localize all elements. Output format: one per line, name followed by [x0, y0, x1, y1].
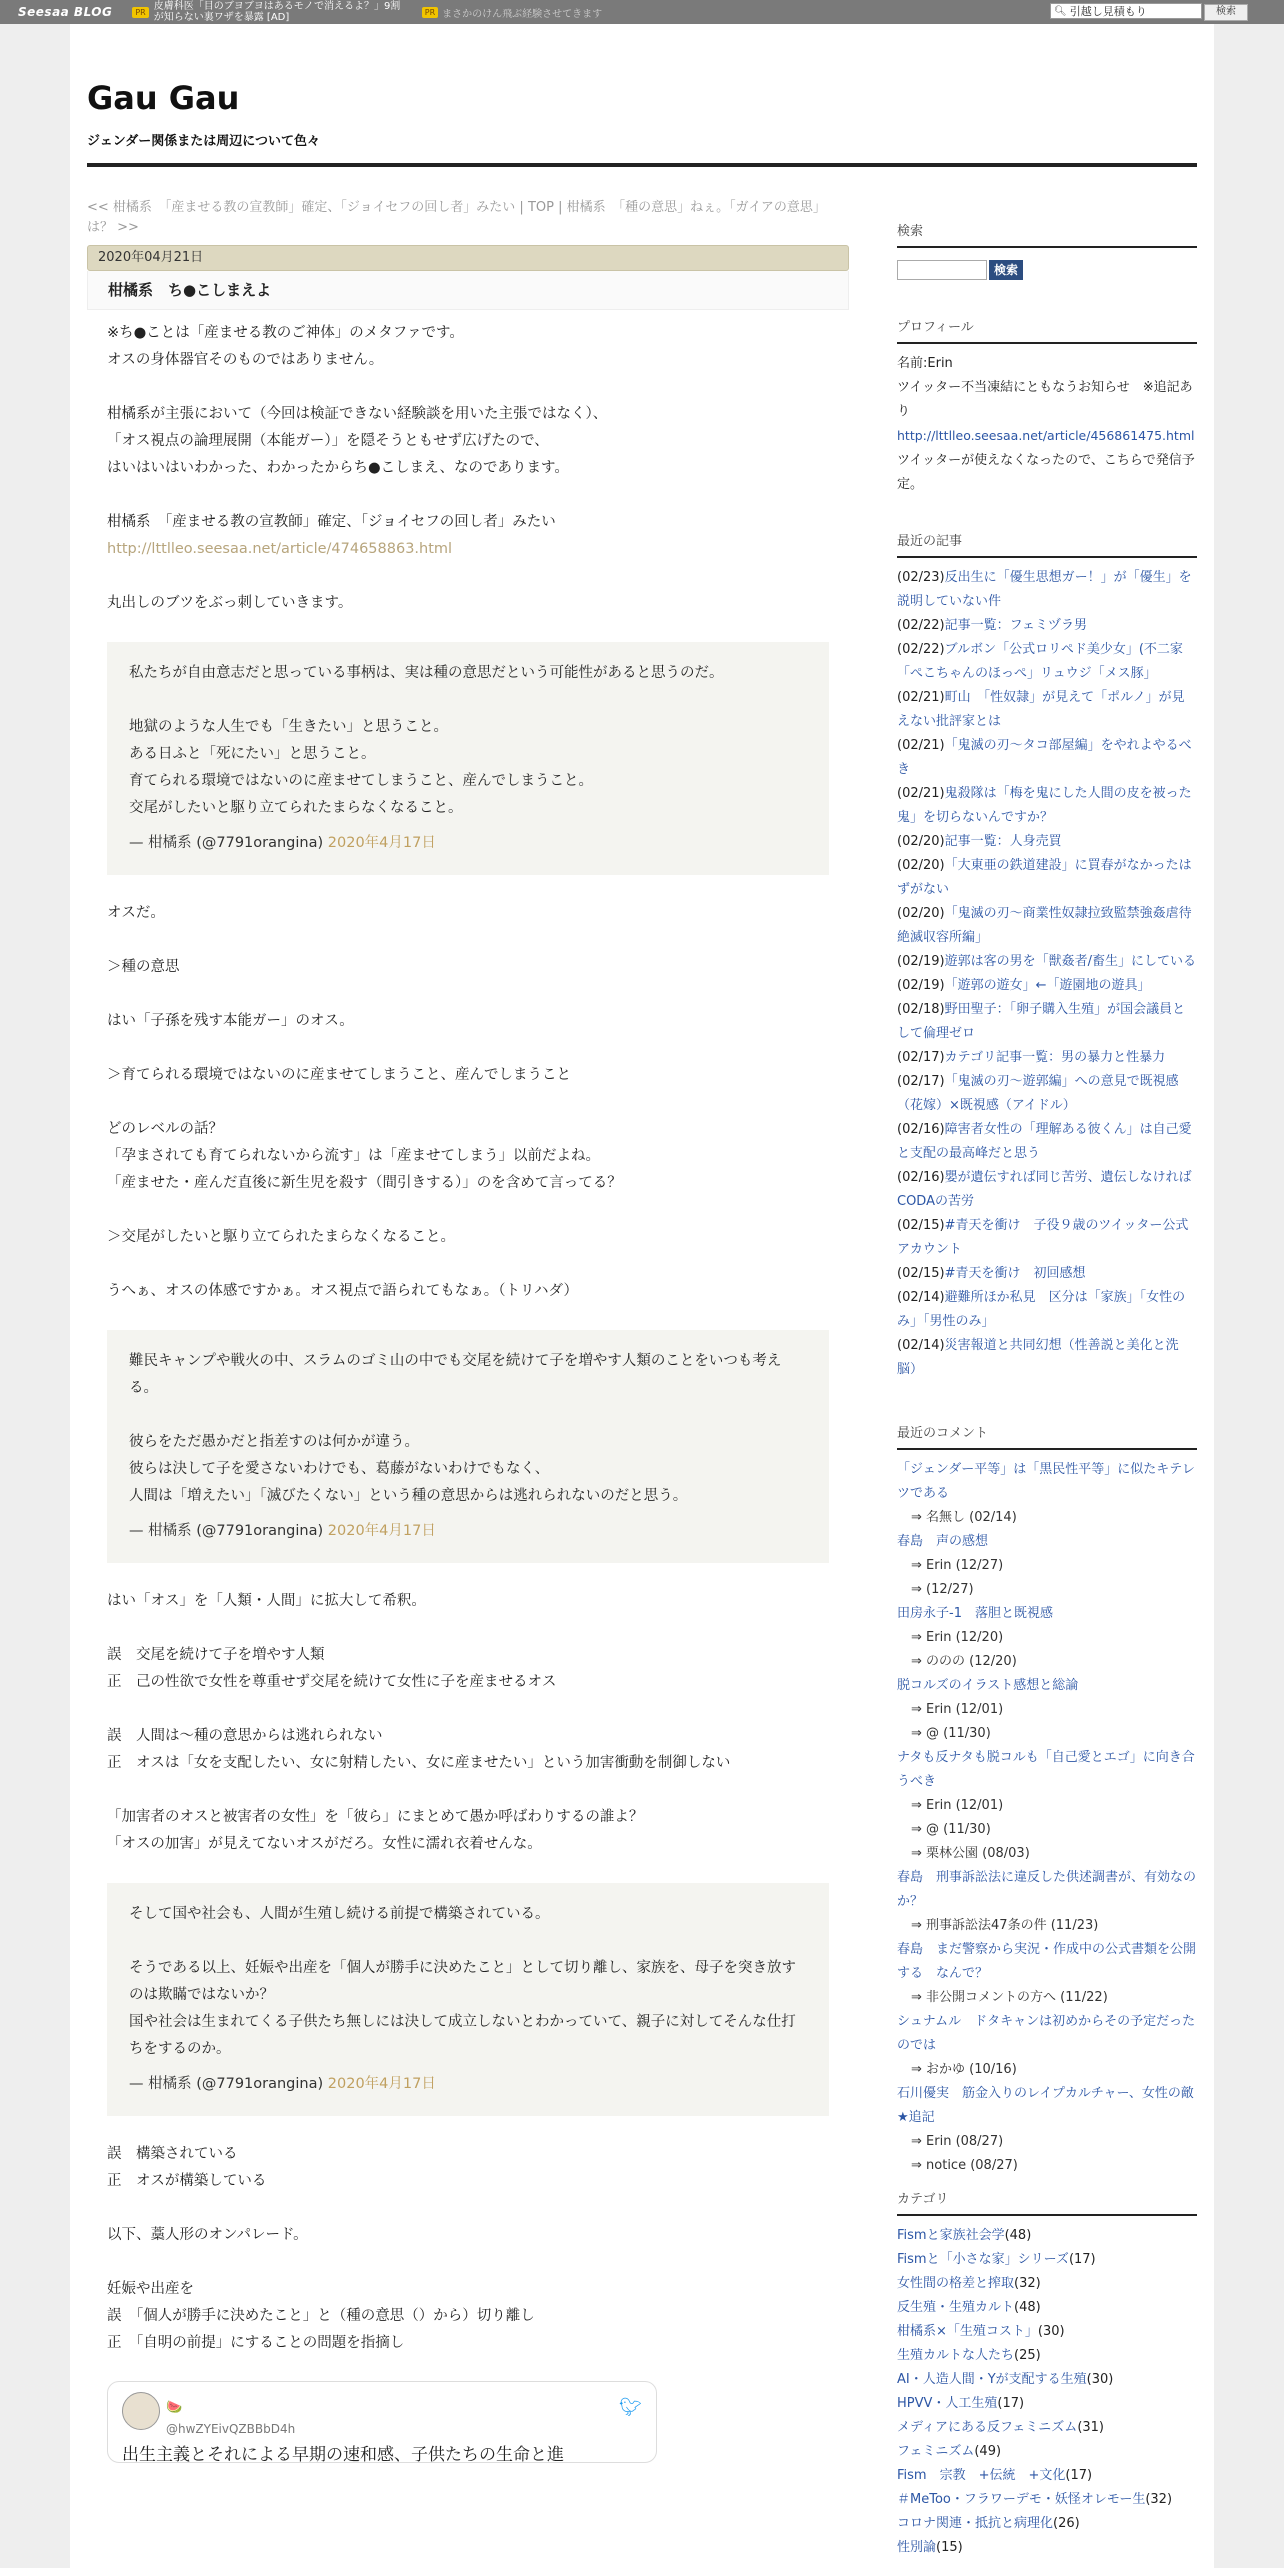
recent-article-date: (02/16)	[897, 1122, 945, 1137]
para: ＞種の意思	[107, 959, 180, 975]
recent-article-link[interactable]: 嬰が遺伝すれば同じ苦労、遺伝しなければCODAの苦労	[897, 1170, 1192, 1209]
comment-article-link[interactable]: 「ジェンダー平等」は「黒民性平等」に似たキテレツである	[897, 1462, 1195, 1501]
category-count: (31)	[1077, 2420, 1104, 2435]
sidebar-heading: プロフィール	[897, 316, 1197, 344]
comment-article-link[interactable]: 春島 まだ警察から実況・作成中の公式書類を公開する なんで？	[897, 1942, 1197, 1981]
post-date: 2020年04月21日	[87, 245, 849, 271]
recent-article-link[interactable]: 鬼殺隊は「梅を鬼にした人間の皮を被った鬼」を切らないんですか？	[897, 786, 1192, 825]
para: ＞育てられる環境ではないのに産ませてしまうこと、産んでしまうこと	[107, 1067, 571, 1083]
category-count: (17)	[1068, 2252, 1096, 2267]
quote-date-link[interactable]: 2020年4月17日	[327, 2076, 436, 2092]
para: 「孕まされても育てられないから流す」は「産ませてしまう」以前だよね。	[107, 1148, 600, 1164]
category-count: (15)	[936, 2540, 963, 2555]
seesaa-logo[interactable]: Seesaa BLOG	[18, 5, 113, 19]
post-body	[87, 310, 849, 2463]
recent-article-item	[897, 566, 1197, 614]
category-count: (30)	[1037, 2324, 1065, 2339]
comment-entry[interactable]: ⇒ ののの (12/20)	[911, 1654, 1017, 1669]
embedded-tweet[interactable]	[107, 2381, 657, 2463]
para: 正 オスが構築している	[107, 2173, 267, 2189]
recent-article-date: (02/20)	[897, 834, 945, 849]
comment-entry[interactable]: ⇒ Erin (12/20)	[911, 1630, 1004, 1645]
recent-article-item	[897, 854, 1197, 902]
profile-name: 名前:Erin	[897, 356, 953, 371]
sidebar-profile	[897, 316, 1197, 497]
quote-line: 国や社会は生まれてくる子供たち無しには決して成立しないとわかっていて、親子に対してそんな仕打ちをするのか。	[129, 2014, 796, 2057]
comment-article-item	[897, 1458, 1197, 1506]
search-icon: 🔍︎	[1054, 5, 1067, 17]
category-item	[897, 2392, 1197, 2416]
recent-article-item	[897, 830, 1197, 854]
quote-line: 難民キャンプや戦火の中、スラムのゴミ山の中でも交尾を続けて子を増やす人類のことをいつも考える。	[129, 1353, 782, 1396]
comment-entry[interactable]: ⇒ Erin (12/27)	[911, 1558, 1004, 1573]
quote-line: 彼らをただ愚かだと指差すのは何かが違う。	[129, 1434, 419, 1450]
category-link[interactable]: コロナ関連・抵抗と病理化	[897, 2516, 1054, 2531]
recent-article-date: (02/19)	[897, 978, 945, 993]
recent-article-item	[897, 902, 1197, 950]
para: 正 「自明の前提」にすることの問題を指摘し	[107, 2335, 405, 2351]
sidebar-search	[897, 220, 1197, 282]
recent-article-link[interactable]: 「鬼滅の刃～商業性奴隷拉致監禁強姦虐待絶滅収容所編」	[897, 906, 1192, 945]
comment-article-link[interactable]: シュナムル ドタキャンは初めからその予定だったのでは	[897, 2014, 1196, 2053]
sidebar-recent-comments	[897, 1422, 1207, 2178]
recent-article-item	[897, 998, 1197, 1046]
para: 柑橘系が主張において（今回は検証できない経験談を用いた主張ではなく）、	[107, 406, 608, 422]
comment-article-item	[897, 1674, 1197, 1698]
ad-link[interactable]: 皮膚科医「目のブヨブヨはあるモノで消えるよ？」9割が知らない裏ワザを暴露 [AD]	[153, 1, 401, 23]
quote-author: — 柑橘系 (@7791orangina)	[129, 1523, 328, 1539]
recent-article-link[interactable]: 野田聖子：「卵子購入生殖」が国会議員として倫理ゼロ	[897, 1002, 1186, 1041]
para: はい「オス」を「人類・人間」に拡大して希釈。	[107, 1593, 426, 1609]
comment-entry[interactable]: ⇒ notice (08/27)	[911, 2158, 1018, 2173]
recent-article-date: (02/17)	[897, 1074, 945, 1089]
category-item	[897, 2320, 1197, 2344]
top-search-value: 引越し見積もり	[1069, 5, 1147, 18]
comment-article-item	[897, 2010, 1197, 2058]
recent-article-item	[897, 1262, 1197, 1286]
profile-link[interactable]: http://lttlleo.seesaa.net/article/456861475.html	[897, 428, 1195, 443]
recent-article-date: (02/18)	[897, 1002, 945, 1017]
sidebar-heading: 最近のコメント	[897, 1422, 1197, 1450]
comment-article-link[interactable]: 田房永子-1 落胆と既視感	[897, 1606, 1053, 1621]
ad2-text: まさかのけん飛ぶ経験させてきます	[442, 8, 603, 20]
para: うへぁ、オスの体感ですかぁ。オス視点で語られてもなぁ。（トリハダ）	[107, 1283, 578, 1299]
comment-article-link[interactable]: 春島 声の感想	[897, 1534, 989, 1549]
recent-article-item	[897, 950, 1197, 974]
recent-article-date: (02/21)	[897, 690, 945, 705]
recent-article-date: (02/19)	[897, 954, 945, 969]
para: 丸出しのブツをぶっ刺していきます。	[107, 595, 353, 611]
recent-article-date: (02/14)	[897, 1338, 945, 1353]
recent-article-link[interactable]: 「鬼滅の刃～遊郭編」への意見で既視感（花嫁）×既視感（アイドル）	[897, 1074, 1179, 1113]
category-count: (30)	[1086, 2372, 1114, 2387]
category-item	[897, 2296, 1197, 2320]
category-count: (17)	[1065, 2468, 1093, 2483]
category-item	[897, 2248, 1197, 2272]
comment-article-link[interactable]: 石川優実 筋金入りのレイプカルチャー、女性の敵 ★追記	[897, 2086, 1207, 2125]
quote-line: 人間は「増えたい」「滅びたくない」という種の意思からは逃れられないのだと思う。	[129, 1488, 688, 1504]
recent-article-date: (02/21)	[897, 786, 945, 801]
recent-article-link[interactable]: 災害報道と共同幻想（性善説と美化と洗脳）	[897, 1338, 1179, 1377]
avatar[interactable]	[122, 2392, 160, 2430]
profile-text: ツイッターが使えなくなったので、こちらで発信予定。	[897, 453, 1195, 492]
para: 柑橘系 「産ませる教の宣教師」確定、「ジョイセフの回し者」みたい	[107, 514, 556, 530]
para: ※ち●ことは「産ませる教のご神体」のメタファです。	[107, 325, 464, 341]
recent-article-link[interactable]: 障害者女性の「理解ある彼くん」は自己愛と支配の最高峰だと思う	[897, 1122, 1192, 1161]
category-item	[897, 2224, 1197, 2248]
recent-article-date: (02/22)	[897, 642, 945, 657]
top-link[interactable]: TOP	[527, 200, 554, 215]
quote-line: 私たちが自由意志だと思っている事柄は、実は種の意思だという可能性があると思うのだ。	[129, 665, 724, 681]
quote-line: そうである以上、妊娠や出産を「個人が勝手に決めたこと」として切り離し、家族を、母子を突き放すのは欺瞞ではないか？	[129, 1960, 796, 2003]
recent-article-item	[897, 974, 1197, 998]
sidebar-heading: 検索	[897, 220, 1197, 248]
ad-badge: PR	[132, 7, 148, 18]
comment-entry[interactable]: ⇒ Erin (08/27)	[911, 2134, 1004, 2149]
sidebar-heading: カテゴリ	[897, 2188, 1197, 2216]
profile-text: ツイッター不当凍結にともなうお知らせ ※追記あり	[897, 380, 1193, 419]
quote-line: 彼らは決して子を愛さないわけでも、葛藤がないわけでもなく、	[129, 1461, 550, 1477]
recent-article-date: (02/15)	[897, 1266, 945, 1281]
comment-entry[interactable]: ⇒ @ (11/30)	[911, 1726, 991, 1741]
comment-entry[interactable]: ⇒ (12/27)	[911, 1582, 974, 1597]
site-title[interactable]: Gau Gau	[87, 79, 240, 117]
comment-entry[interactable]: ⇒ Erin (12/01)	[911, 1798, 1004, 1813]
crumb-sep: |	[553, 200, 567, 215]
para: 以下、藁人形のオンパレード。	[107, 2227, 308, 2243]
quote-date-link[interactable]: 2020年4月17日	[327, 835, 436, 851]
comment-entry[interactable]: ⇒ 栗林公園 (08/03)	[911, 1846, 1030, 1861]
category-item	[897, 2488, 1197, 2512]
recent-article-item	[897, 686, 1197, 734]
category-count: (32)	[1014, 2276, 1041, 2291]
sidebar-categories	[897, 2188, 1197, 2560]
quote-line: 育てられる環境ではないのに産ませてしまうこと、産んでしまうこと。	[129, 773, 593, 789]
sidebar-search-input[interactable]	[897, 260, 987, 280]
para: 誤 交尾を続けて子を増やす人類	[107, 1647, 325, 1663]
para: どのレベルの話？	[107, 1121, 223, 1137]
recent-article-date: (02/16)	[897, 1170, 945, 1185]
para: 誤 構築されている	[107, 2146, 238, 2162]
breadcrumb	[87, 198, 849, 238]
page	[70, 24, 1214, 2568]
tweet-quote	[107, 1330, 829, 1563]
recent-article-link[interactable]: 「大東亜の鉄道建設」に買春がなかったはずがない	[897, 858, 1192, 897]
para: オスだ。	[107, 905, 165, 921]
category-link[interactable]: HPVV・人工生殖	[897, 2396, 998, 2411]
category-item	[897, 2464, 1197, 2488]
recent-article-date: (02/20)	[897, 906, 945, 921]
category-link[interactable]: 女性間の格差と搾取	[897, 2276, 1015, 2291]
comment-entry[interactable]: ⇒ @ (11/30)	[911, 1822, 991, 1837]
category-item	[897, 2512, 1197, 2536]
top-bar	[0, 0, 1284, 24]
category-item	[897, 2272, 1197, 2296]
recent-article-link[interactable]: 記事一覧：人身売買	[944, 834, 1062, 849]
recent-article-item	[897, 1214, 1197, 1262]
recent-article-link[interactable]: 記事一覧：フェミヅラ男	[944, 618, 1087, 633]
quote-date-link[interactable]: 2020年4月17日	[327, 1523, 436, 1539]
recent-article-item	[897, 638, 1197, 686]
sidebar-recent-articles	[897, 530, 1197, 1382]
recent-article-link[interactable]: 「遊郭の遊女」←「遊園地の遊具」	[944, 978, 1151, 993]
recent-article-link[interactable]: ブルボン「公式ロリペド美少女」(不二家「ぺこちゃんのほっぺ」リュウジ「メス豚」	[897, 642, 1183, 681]
comment-article-item	[897, 1530, 1197, 1554]
category-link[interactable]: 生殖カルトな人たち	[897, 2348, 1015, 2363]
quote-line: 地獄のような人生でも「生きたい」と思うこと。	[129, 719, 448, 735]
recent-article-link[interactable]: #青天を衝け 子役９歳のツイッター公式アカウント	[897, 1218, 1189, 1257]
crumb-sep: |	[515, 200, 528, 215]
para: 妊娠や出産を	[107, 2281, 194, 2297]
recent-article-date: (02/17)	[897, 1050, 945, 1065]
category-link[interactable]: ＃MeToo・フラワーデモ・妖怪オレモー生	[897, 2492, 1146, 2507]
para: はい「子孫を残す本能ガー」のオス。	[107, 1013, 354, 1029]
tweet-user-emoji: 🍉	[166, 2400, 183, 2415]
recent-article-date: (02/20)	[897, 858, 945, 873]
category-count: (48)	[1004, 2228, 1032, 2243]
tweet-quote	[107, 642, 829, 875]
comment-entry[interactable]: ⇒ 名無し (02/14)	[911, 1510, 1017, 1525]
quote-author: — 柑橘系 (@7791orangina)	[129, 2076, 328, 2092]
category-link[interactable]: メディアにある反フェミニズム	[897, 2420, 1078, 2435]
recent-article-date: (02/23)	[897, 570, 945, 585]
prev-article-link[interactable]: << 柑橘系 「産ませる教の宣教師」確定、「ジョイセフの回し者」みたい	[87, 200, 516, 215]
category-link[interactable]: AI・人造人間・Yが支配する生殖	[897, 2372, 1087, 2387]
para: 誤 「個人が勝手に決めたこと」と（種の意思（）から）切り離し	[107, 2308, 535, 2324]
comment-article-item	[897, 1866, 1197, 1914]
tweet-quote	[107, 1883, 829, 2116]
category-count: (26)	[1053, 2516, 1080, 2531]
category-link[interactable]: フェミニズム	[897, 2444, 975, 2459]
recent-article-item	[897, 734, 1197, 782]
para: 正 己の性欲で女性を尊重せず交尾を続けて女性に子を産ませるオス	[107, 1674, 557, 1690]
category-count: (48)	[1014, 2300, 1041, 2315]
comment-article-link[interactable]: 脱コルズのイラスト感想と総論	[897, 1678, 1079, 1693]
category-item	[897, 2368, 1197, 2392]
article	[87, 245, 849, 2463]
category-count: (32)	[1145, 2492, 1173, 2507]
category-count: (25)	[1014, 2348, 1041, 2363]
category-count: (49)	[974, 2444, 1002, 2459]
quote-line: そして国や社会も、人間が生殖し続ける前提で構築されている。	[129, 1906, 550, 1922]
post-title[interactable]: 柑橘系 ち●こしまえよ	[87, 271, 849, 310]
recent-article-link[interactable]: カテゴリ記事一覧：男の暴力と性暴力	[944, 1050, 1166, 1065]
tweet-handle[interactable]: @hwZYEivQZBBbD4h	[166, 2422, 296, 2436]
para: 正 オスは「女を支配したい、女に射精したい、女に産ませたい」という加害衝動を制御しない	[107, 1755, 731, 1771]
recent-article-item	[897, 1286, 1197, 1334]
article-url-link[interactable]: http://lttlleo.seesaa.net/article/474658863.html	[107, 541, 453, 557]
category-link[interactable]: Fismと家族社会学	[897, 2228, 1005, 2243]
recent-article-date: (02/22)	[897, 618, 945, 633]
category-item	[897, 2440, 1197, 2464]
category-link[interactable]: 柑橘系×「生殖コスト」	[897, 2324, 1038, 2339]
comment-entry[interactable]: ⇒ 非公開コメントの方へ (11/22)	[911, 1990, 1108, 2005]
recent-article-item	[897, 1334, 1197, 1382]
category-link[interactable]: Fism 宗教 +伝統 +文化	[897, 2468, 1066, 2483]
quote-line: ある日ふと「死にたい」と思うこと。	[129, 746, 376, 762]
recent-article-item	[897, 1118, 1197, 1166]
recent-article-item	[897, 1046, 1197, 1070]
category-link[interactable]: 性別論	[897, 2540, 937, 2555]
next-article-link[interactable]: 柑橘系 「種の意思」ねぇ。「ガイアの意思」は？ >>	[87, 200, 826, 235]
recent-article-link[interactable]: 「鬼滅の刃～タコ部屋編」をやれよやるべき	[897, 738, 1192, 777]
category-item	[897, 2344, 1197, 2368]
recent-article-date: (02/15)	[897, 1218, 945, 1233]
comment-article-item	[897, 1602, 1197, 1626]
para: 「産ませた・産んだ直後に新生児を殺す（間引きする）」のを含めて言ってる？	[107, 1175, 622, 1191]
para: 「オス視点の論理展開（本能ガー）」を隠そうともせず広げたので、	[107, 433, 549, 449]
para: はいはいはいわかった、わかったからち●こしまえ、なのであります。	[107, 460, 569, 476]
recent-article-date: (02/14)	[897, 1290, 945, 1305]
ad2[interactable]	[422, 5, 602, 20]
para: ＞交尾がしたいと駆り立てられたまらなくなること。	[107, 1229, 455, 1245]
recent-article-link[interactable]: 町山 「性奴隷」が見えて「ポルノ」が見えない批評家とは	[897, 690, 1185, 729]
quote-line: 交尾がしたいと駆り立てられたまらなくなること。	[129, 800, 463, 816]
category-link[interactable]: 反生殖・生殖カルト	[897, 2300, 1015, 2315]
recent-article-date: (02/21)	[897, 738, 945, 753]
comment-article-item	[897, 2082, 1207, 2130]
twitter-bird-icon[interactable]: 🐦︎	[619, 2397, 642, 2418]
top-search-input[interactable]	[1050, 3, 1202, 19]
tweet-text: 出生主義とそれによる早期の速和感、子供たちの生命と進	[122, 2445, 564, 2463]
para: 「オスの加害」が見えてないオスがだろ。女性に濡れ衣着せんな。	[107, 1836, 542, 1852]
recent-article-link[interactable]: #青天を衝け 初回感想	[944, 1266, 1086, 1281]
comment-article-item	[897, 1938, 1197, 1986]
top-search-button[interactable]: 検索	[1204, 4, 1248, 21]
category-count: (17)	[997, 2396, 1025, 2411]
recent-article-item	[897, 782, 1197, 830]
category-link[interactable]: Fismと「小さな家」シリーズ	[897, 2252, 1069, 2267]
ad2-badge: PR	[422, 7, 438, 18]
recent-article-item	[897, 1166, 1197, 1214]
comment-entry[interactable]: ⇒ おかゆ (10/16)	[911, 2062, 1017, 2077]
para: 誤 人間は～種の意思からは逃れられない	[107, 1728, 383, 1744]
sidebar-search-button[interactable]: 検索	[989, 260, 1023, 280]
comment-entry[interactable]: ⇒ Erin (12/01)	[911, 1702, 1004, 1717]
para: オスの身体器官そのものではありません。	[107, 352, 384, 368]
sidebar-heading: 最近の記事	[897, 530, 1197, 558]
recent-article-link[interactable]: 遊郭は客の男を「獣姦者/畜生」にしている	[944, 954, 1196, 969]
site-description: ジェンダー関係または周辺について色々	[87, 134, 320, 149]
comment-article-link[interactable]: ナタも反ナタも脱コルも「自己愛とエゴ」に向き合うべき	[897, 1750, 1195, 1789]
recent-article-item	[897, 614, 1197, 638]
comment-article-link[interactable]: 春島 刑事訴訟法に違反した供述調書が、有効なのか？	[897, 1870, 1197, 1909]
category-item	[897, 2416, 1197, 2440]
comment-article-item	[897, 1746, 1197, 1794]
para: 「加害者のオスと被害者の女性」を「彼ら」にまとめて愚か呼ばわりするの誰よ？	[107, 1809, 644, 1825]
recent-article-link[interactable]: 避難所ほか私見 区分は「家族」「女性のみ」「男性のみ」	[897, 1290, 1186, 1329]
recent-article-link[interactable]: 反出生に「優生思想ガー！」が「優生」を説明していない件	[897, 570, 1192, 609]
header-divider	[87, 163, 1197, 167]
comment-entry[interactable]: ⇒ 刑事訴訟法47条の件 (11/23)	[911, 1918, 1099, 1933]
category-item	[897, 2536, 1197, 2560]
quote-author: — 柑橘系 (@7791orangina)	[129, 835, 328, 851]
recent-article-item	[897, 1070, 1197, 1118]
